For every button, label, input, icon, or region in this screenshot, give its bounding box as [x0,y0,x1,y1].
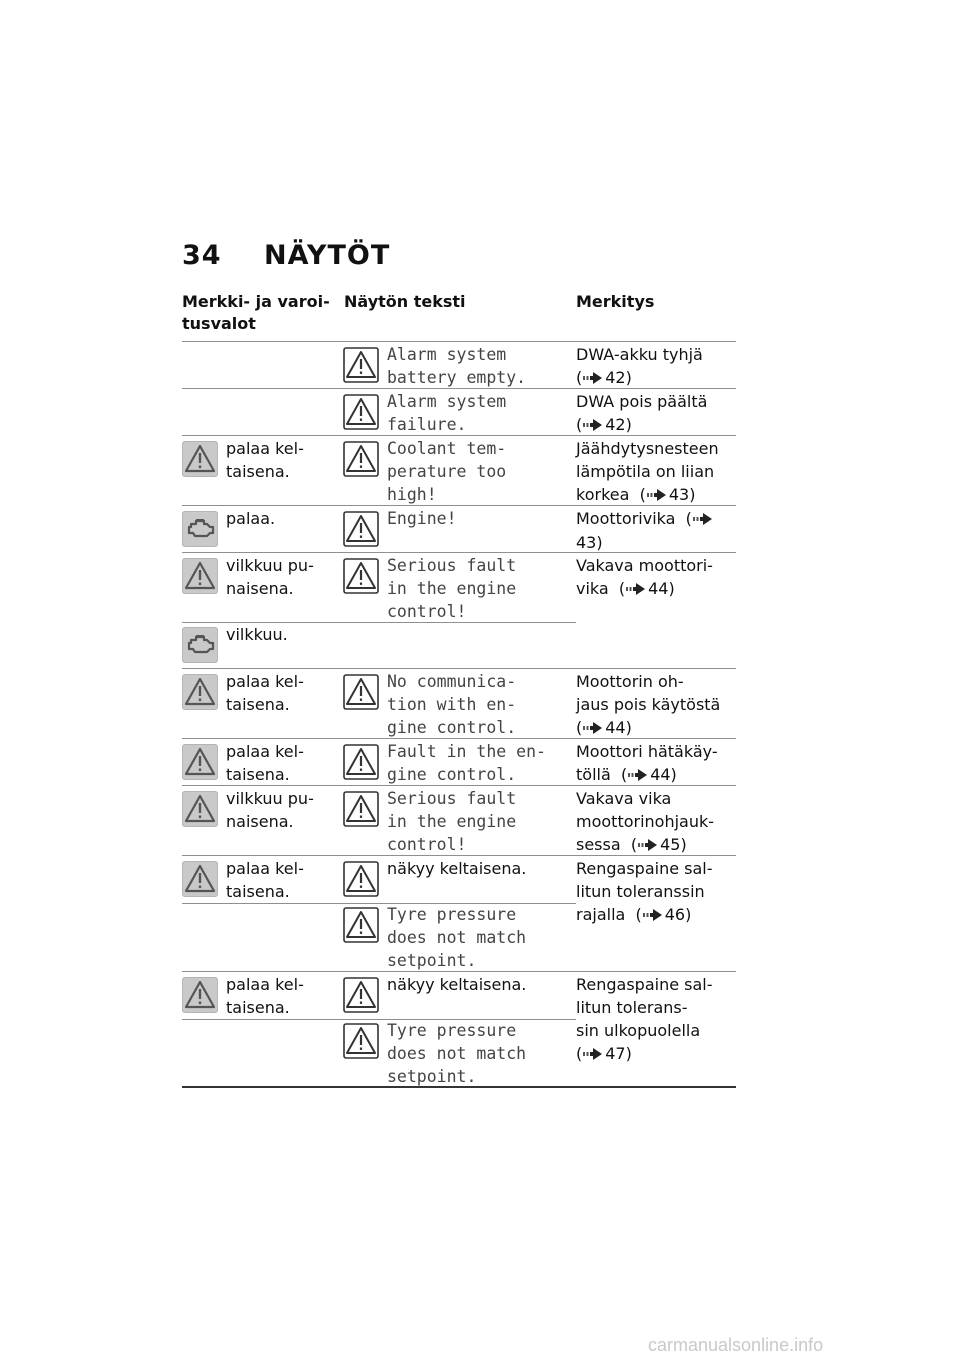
page-reference-number: 42) [605,415,632,434]
page-reference-number: 47) [605,1044,632,1063]
display-text: näkyy keltaisena. [387,975,527,994]
reference-arrow-icon [583,717,603,740]
meaning-text [576,670,736,740]
lamp-state-text: palaa kel- taisena. [226,439,304,481]
meaning-text [576,740,736,787]
meaning-description: DWA-akku tyhjä [576,345,703,364]
page-reference[interactable]: ( 44) [609,579,675,598]
warning-triangle-icon [182,441,218,477]
page-reference[interactable]: ( 42) [576,415,632,434]
display-text: Fault in the en- gine control. [387,742,546,784]
reference-arrow-icon [643,904,663,927]
reference-arrow-icon [638,834,658,857]
page-reference[interactable]: ( 47) [576,1044,632,1063]
page-reference-number: 44) [648,579,675,598]
page-reference-number: 46) [664,905,692,924]
meaning-text [576,343,736,390]
row-divider [182,341,736,342]
meaning-text [576,787,736,857]
engine-warning-icon [182,511,218,547]
display-warning-icon [343,674,379,710]
display-text: Alarm system failure. [387,392,507,434]
meaning-text [576,390,736,437]
reference-arrow-icon [583,1043,603,1066]
page-reference[interactable]: ( 45) [621,835,687,854]
display-text-secondary: Tyre pressure does not match setpoint. [387,1021,527,1086]
warning-triangle-icon [182,861,218,897]
meaning-description: Vakava moottori- vika [576,556,713,598]
page-reference-number: 45) [660,835,687,854]
watermark: carmanualsonline.info [648,1335,824,1355]
page-reference[interactable]: ( 44) [611,765,677,784]
warning-triangle-icon [182,744,218,780]
display-warning-icon [343,441,379,477]
page-header [182,240,390,271]
page-title: NÄYTÖT [264,240,391,271]
lamp-state-text: palaa kel- taisena. [226,742,304,784]
lamp-state-text: vilkkuu pu- naisena. [226,789,314,831]
meaning-description: Moottori hätäkäy- töllä [576,742,718,784]
display-text: Alarm system battery empty. [387,345,527,387]
display-warning-icon [343,907,379,943]
meaning-description: DWA pois päältä [576,392,708,411]
reference-arrow-icon [647,484,667,507]
column-header-display: Näytön teksti [344,292,466,311]
page-reference[interactable]: ( 46) [625,905,691,924]
page-reference[interactable]: (43) [576,509,715,552]
meaning-text [576,554,736,601]
display-warning-icon [343,347,379,383]
meaning-description: Rengaspaine sal- litun toleranssin rajalla [576,859,713,924]
display-warning-icon [343,511,379,547]
page-reference-number: 42) [605,368,632,387]
warning-triangle-icon [182,674,218,710]
reference-arrow-icon [583,414,603,437]
engine-warning-icon [182,627,218,663]
meaning-text [576,437,736,507]
display-warning-icon [343,394,379,430]
meaning-text [576,857,736,927]
meaning-text [576,973,736,1066]
display-text: Engine! [387,509,457,528]
reference-arrow-icon [693,508,713,531]
meaning-text [576,507,736,554]
meaning-description: Jäähdytysnesteen lämpötila on liian korkea [576,439,719,504]
warning-triangle-icon [182,791,218,827]
page-number: 34 [182,240,222,271]
reference-arrow-icon [626,578,646,601]
display-text: Serious fault in the engine control! [387,556,517,621]
meaning-description: Rengaspaine sal- litun tolerans- sin ulkopuolella [576,975,713,1040]
lamp-state-text: vilkkuu. [226,625,288,644]
row-divider [182,668,736,669]
lamp-state-text: palaa kel- taisena. [226,859,304,901]
page-reference[interactable]: ( 44) [576,718,632,737]
display-warning-icon [343,744,379,780]
display-warning-icon [343,861,379,897]
lamp-state-text: vilkkuu pu- naisena. [226,556,314,598]
display-warning-icon [343,791,379,827]
lamp-state-text: palaa kel- taisena. [226,672,304,714]
column-header-lamp: Merkki- ja varoi- tusvalot [182,292,330,333]
display-warning-icon [343,558,379,594]
meaning-description: Moottorivika [576,509,676,528]
meaning-description: Vakava vika moottorinohjauk- sessa [576,789,715,854]
lamp-state-text: palaa kel- taisena. [226,975,304,1017]
display-text: Serious fault in the engine control! [387,789,517,854]
page-reference[interactable]: ( 43) [629,485,695,504]
warning-triangle-icon [182,558,218,594]
display-warning-icon [343,977,379,1013]
meaning-description: Moottorin oh- jaus pois käytöstä [576,672,721,714]
display-text: No communica- tion with en- gine control. [387,672,517,737]
display-warning-icon [343,1023,379,1059]
display-text: näkyy keltaisena. [387,859,527,878]
warning-triangle-icon [182,977,218,1013]
page-reference-number: 43) [576,533,603,552]
page-reference-number: 44) [605,718,632,737]
lamp-state-text: palaa. [226,509,276,528]
reference-arrow-icon [583,367,603,390]
page-reference-number: 44) [650,765,677,784]
display-text: Coolant tem- perature too high! [387,439,507,504]
page-reference-number: 43) [668,485,696,504]
reference-arrow-icon [628,764,648,787]
display-text-secondary: Tyre pressure does not match setpoint. [387,905,527,970]
column-header-meaning: Merkitys [576,292,655,311]
page-reference[interactable]: ( 42) [576,368,632,387]
